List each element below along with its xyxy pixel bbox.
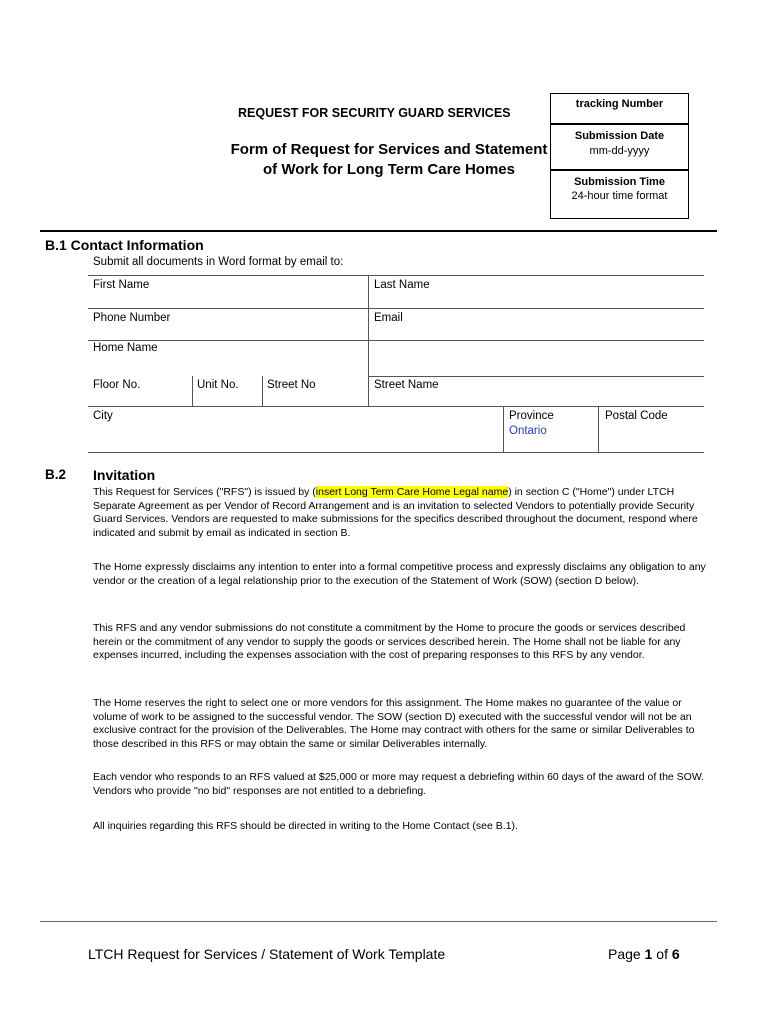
home-name-field[interactable]: Home Name [93, 342, 158, 354]
grid-line [368, 275, 369, 406]
footer-divider [40, 921, 717, 922]
first-name-field[interactable]: First Name [93, 279, 150, 291]
grid-line [88, 275, 704, 276]
grid-line [368, 376, 704, 377]
section-b2-heading: Invitation [93, 467, 156, 483]
form-title: Form of Request for Services and Statement of Work for Long Term Care Homes [230, 141, 548, 178]
invitation-paragraph-6: All inquiries regarding this RFS should be directed in writing to the Home Contact (see B.1). [93, 820, 518, 832]
tracking-number-label: tracking Number [575, 98, 664, 110]
section-b1-instruction: Submit all documents in Word format by email to: [93, 256, 344, 268]
grid-line [503, 406, 504, 452]
floor-no-field[interactable]: Floor No. [93, 379, 141, 391]
street-name-field[interactable]: Street Name [374, 379, 439, 391]
submission-date-label: Submission Date [574, 130, 665, 142]
section-b2-number: B.2 [45, 467, 67, 482]
phone-number-field[interactable]: Phone Number [93, 312, 171, 324]
footer-document-title: LTCH Request for Services / Statement of Work Template [88, 946, 446, 962]
invitation-paragraph-3: This RFS and any vendor submissions do not constitute a commitment by the Home to procure the goods or services described herein or the commitment of any vendor to supply the goods or services described herein. The Home shall not be liable for any expenses incurred, including the expenses association with the cost of preparing responses to this RFS by any vendor. [93, 622, 686, 661]
main-title: REQUEST FOR SECURITY GUARD SERVICES [238, 106, 511, 120]
contact-form-grid [88, 275, 704, 453]
unit-no-field[interactable]: Unit No. [197, 379, 239, 391]
grid-line [262, 376, 263, 406]
section-b1-heading: B.1 Contact Information [45, 237, 204, 253]
page-number: Page 1 of 6 [608, 946, 680, 962]
submission-time-label: Submission Time [574, 176, 665, 188]
email-field[interactable]: Email [374, 312, 403, 324]
province-label: Province [509, 410, 554, 422]
tracking-divider [551, 169, 688, 171]
invitation-paragraph-5: Each vendor who responds to an RFS valued at $25,000 or more may request a debriefing within 60 days of the award of the SOW. Vendors who provide "no bid" responses are not entitled to a debriefing. [93, 771, 705, 797]
invitation-paragraph-1: This Request for Services ("RFS") is issued by (insert Long Term Care Home Legal name) in section C ("Home") under LTCH Separate Agreement as per Vendor of Record Arrangement and is an invitation to selected Vendors to potentially provide Security Guard Services. Vendors are requested to make submissions for the specifics described throughout the document, respond where indicated and submit by email as indicated in section B. [93, 486, 698, 539]
city-field[interactable]: City [93, 410, 113, 422]
postal-code-field[interactable]: Postal Code [605, 410, 668, 422]
submission-time-field[interactable]: 24-hour time format [571, 190, 668, 202]
tracking-box [550, 93, 689, 219]
tracking-divider [551, 123, 688, 125]
grid-line [88, 340, 704, 341]
legal-name-placeholder[interactable]: insert Long Term Care Home Legal name [315, 486, 509, 498]
grid-line [192, 376, 193, 406]
last-name-field[interactable]: Last Name [374, 279, 430, 291]
submission-date-field[interactable]: mm-dd-yyyy [589, 145, 650, 157]
section-divider [40, 230, 717, 232]
grid-line [88, 308, 704, 309]
grid-line [88, 406, 704, 407]
province-select[interactable]: Ontario [509, 425, 547, 437]
grid-line [598, 406, 599, 452]
invitation-paragraph-4: The Home reserves the right to select one or more vendors for this assignment. The Home makes no guarantee of the value or volume of work to be assigned to the successful vendor. The SOW (section D) executed with the successful vendor will not be an exclusive contract for the provision of the Deliverables. The Home may contract with others for the same or similar Deliverables to those described in this RFS or may obtain the same or similar Deliverables internally. [93, 697, 695, 750]
grid-line [88, 452, 704, 453]
street-no-field[interactable]: Street No [267, 379, 316, 391]
invitation-paragraph-2: The Home expressly disclaims any intention to enter into a formal competitive process and expressly disclaims any obligation to any vendor or the creation of a legal relationship prior to the execution of the Statement of Work (SOW) (section D below). [93, 561, 706, 587]
